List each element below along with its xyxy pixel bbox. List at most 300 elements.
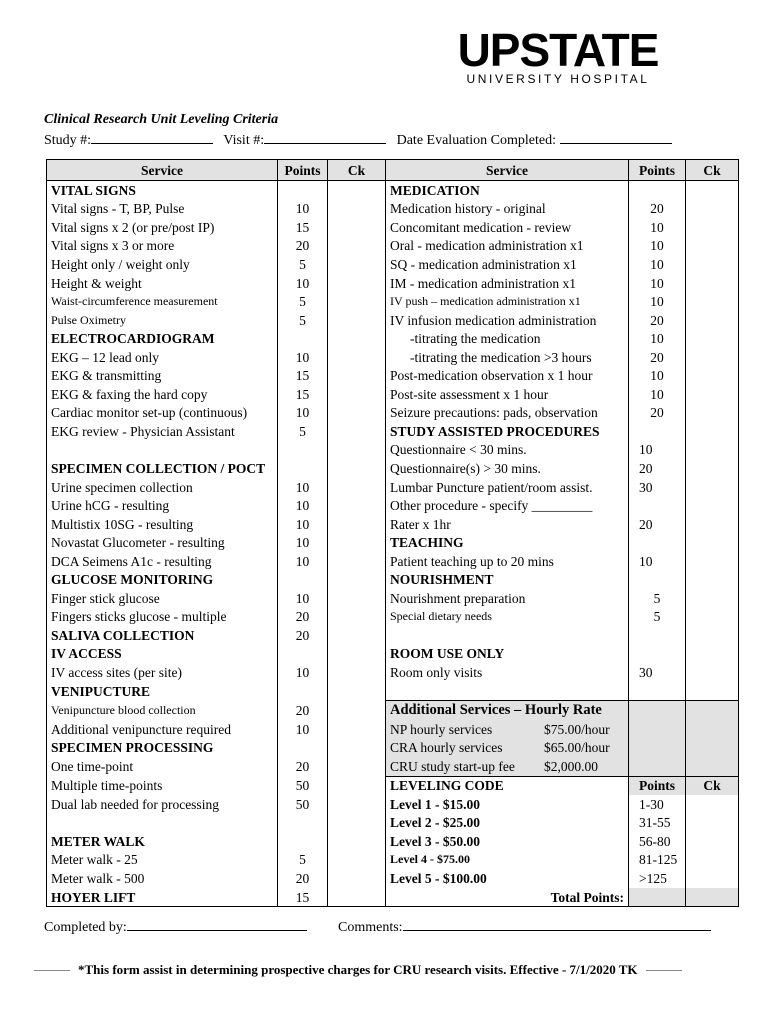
- completed-by-field[interactable]: [127, 918, 307, 931]
- check-cell[interactable]: [686, 366, 739, 385]
- table-row: [47, 237, 739, 256]
- upstate-logo: [442, 26, 674, 86]
- check-cell[interactable]: [328, 385, 386, 404]
- service-cell: MEDICATION: [386, 181, 629, 200]
- points-cell: 5: [278, 422, 328, 441]
- check-cell[interactable]: [328, 329, 386, 348]
- service-cell: [386, 720, 629, 739]
- points-cell: [278, 738, 328, 757]
- check-cell[interactable]: [328, 608, 386, 627]
- header-points: Points: [278, 160, 328, 181]
- points-cell: >125: [629, 869, 686, 888]
- points-cell: 10: [278, 663, 328, 682]
- service-cell: [386, 626, 629, 645]
- table-row: [47, 814, 739, 833]
- table-row: [47, 292, 739, 311]
- study-label: Study #:: [44, 133, 92, 148]
- footer-rule-right: [646, 970, 682, 971]
- service-cell: SPECIMEN COLLECTION / POCT: [47, 459, 278, 478]
- service-cell: Multistix 10SG - resulting: [47, 515, 278, 534]
- service-cell: EKG & transmitting: [47, 366, 278, 385]
- check-cell[interactable]: [686, 589, 739, 608]
- points-cell: 10: [629, 255, 686, 274]
- table-row: [47, 663, 739, 682]
- leveling-criteria-table: [46, 159, 739, 907]
- table-row: [47, 515, 739, 534]
- points-cell: 10: [278, 348, 328, 367]
- service-name: CRU study start-up fee: [390, 758, 515, 774]
- table-row: [47, 329, 739, 348]
- service-cell: ROOM USE ONLY: [386, 645, 629, 664]
- check-cell[interactable]: [686, 608, 739, 627]
- check-cell[interactable]: [686, 311, 739, 330]
- points-cell: 20: [629, 311, 686, 330]
- points-cell: [629, 645, 686, 664]
- service-cell: LEVELING CODE: [386, 776, 629, 795]
- check-cell[interactable]: [686, 218, 739, 237]
- service-cell: Dual lab needed for processing: [47, 795, 278, 814]
- points-cell: [278, 570, 328, 589]
- table-row: [47, 888, 739, 907]
- check-cell[interactable]: [328, 255, 386, 274]
- check-cell[interactable]: [328, 200, 386, 219]
- points-cell: [278, 181, 328, 200]
- points-cell: 20: [278, 608, 328, 627]
- check-cell[interactable]: [328, 422, 386, 441]
- points-cell: 10: [278, 552, 328, 571]
- service-cell: Finger stick glucose: [47, 589, 278, 608]
- table-row: [47, 459, 739, 478]
- check-cell[interactable]: [686, 441, 739, 460]
- service-cell: Urine hCG - resulting: [47, 496, 278, 515]
- points-cell: 10: [278, 720, 328, 739]
- check-cell[interactable]: [686, 888, 739, 907]
- service-cell: HOYER LIFT: [47, 888, 278, 907]
- table-row: [47, 311, 739, 330]
- comments: [338, 918, 711, 936]
- check-cell[interactable]: [328, 795, 386, 814]
- check-cell[interactable]: [686, 292, 739, 311]
- table-row: [47, 682, 739, 701]
- points-cell: 30: [629, 478, 686, 497]
- check-cell[interactable]: [328, 589, 386, 608]
- service-cell: [47, 441, 278, 460]
- table-row: [47, 701, 739, 720]
- service-cell: DCA Seimens A1c - resulting: [47, 552, 278, 571]
- points-cell: [278, 441, 328, 460]
- service-cell: Nourishment preparation: [386, 589, 629, 608]
- points-cell: 20: [629, 200, 686, 219]
- table-row: [47, 348, 739, 367]
- points-cell: 5: [278, 851, 328, 870]
- service-cell: Post-site assessment x 1 hour: [386, 385, 629, 404]
- check-cell[interactable]: [328, 701, 386, 720]
- points-cell: 10: [629, 329, 686, 348]
- points-cell: 5: [278, 311, 328, 330]
- service-cell: [47, 814, 278, 833]
- points-cell: 31-55: [629, 814, 686, 833]
- check-cell[interactable]: [686, 663, 739, 682]
- service-cell: [386, 738, 629, 757]
- points-cell: 5: [629, 589, 686, 608]
- service-cell: SPECIMEN PROCESSING: [47, 738, 278, 757]
- points-cell: 5: [278, 292, 328, 311]
- points-cell: [629, 570, 686, 589]
- check-cell[interactable]: [328, 311, 386, 330]
- table-row: [47, 589, 739, 608]
- points-cell: 10: [629, 366, 686, 385]
- check-cell[interactable]: [686, 552, 739, 571]
- points-cell: [278, 329, 328, 348]
- date-field[interactable]: [560, 131, 672, 144]
- comments-field[interactable]: [403, 918, 711, 931]
- points-cell: 10: [278, 515, 328, 534]
- points-cell: [629, 496, 686, 515]
- study-info-line: [44, 131, 672, 149]
- service-cell: Concomitant medication - review: [386, 218, 629, 237]
- check-cell[interactable]: [686, 720, 739, 739]
- points-cell: 50: [278, 776, 328, 795]
- study-number-field[interactable]: [91, 131, 213, 144]
- service-cell: STUDY ASSISTED PROCEDURES: [386, 422, 629, 441]
- service-cell: Room only visits: [386, 663, 629, 682]
- points-cell: [278, 459, 328, 478]
- service-rate: $75.00/hour: [544, 721, 610, 737]
- points-cell: 15: [278, 888, 328, 907]
- service-cell: Venipuncture blood collection: [47, 701, 278, 720]
- table-row: [47, 478, 739, 497]
- check-cell[interactable]: [328, 682, 386, 701]
- check-cell[interactable]: [328, 869, 386, 888]
- service-cell: Vital signs x 2 (or pre/post IP): [47, 218, 278, 237]
- check-cell[interactable]: [686, 645, 739, 664]
- check-cell[interactable]: [686, 570, 739, 589]
- points-cell: 1-30: [629, 795, 686, 814]
- check-cell[interactable]: [328, 478, 386, 497]
- table-row: [47, 851, 739, 870]
- check-cell[interactable]: [328, 496, 386, 515]
- service-cell: Additional venipuncture required: [47, 720, 278, 739]
- points-cell: 20: [278, 701, 328, 720]
- service-cell: Questionnaire(s) > 30 mins.: [386, 459, 629, 478]
- service-cell: VITAL SIGNS: [47, 181, 278, 200]
- table-row: [47, 720, 739, 739]
- points-cell: 20: [278, 757, 328, 776]
- check-cell[interactable]: [686, 757, 739, 776]
- check-cell[interactable]: [328, 441, 386, 460]
- check-cell[interactable]: [686, 814, 739, 833]
- table-row: [47, 274, 739, 293]
- check-cell[interactable]: [686, 515, 739, 534]
- check-cell[interactable]: [328, 888, 386, 907]
- check-cell[interactable]: [328, 851, 386, 870]
- service-cell: SALIVA COLLECTION: [47, 626, 278, 645]
- check-cell[interactable]: [686, 459, 739, 478]
- points-cell: 5: [629, 608, 686, 627]
- points-cell: 10: [629, 441, 686, 460]
- service-cell: Cardiac monitor set-up (continuous): [47, 404, 278, 423]
- check-cell[interactable]: [686, 496, 739, 515]
- points-cell: [629, 738, 686, 757]
- points-cell: [629, 181, 686, 200]
- points-cell: 10: [278, 533, 328, 552]
- points-cell: 30: [629, 663, 686, 682]
- check-cell[interactable]: Ck: [686, 776, 739, 795]
- check-cell[interactable]: [328, 348, 386, 367]
- service-cell: Questionnaire < 30 mins.: [386, 441, 629, 460]
- completed-label: Completed by:: [44, 920, 127, 935]
- check-cell[interactable]: [686, 255, 739, 274]
- points-cell: 10: [278, 589, 328, 608]
- table-row: [47, 795, 739, 814]
- service-cell: Vital signs - T, BP, Pulse: [47, 200, 278, 219]
- check-cell[interactable]: [686, 348, 739, 367]
- service-cell: Level 3 - $50.00: [386, 832, 629, 851]
- table-row: [47, 570, 739, 589]
- check-cell[interactable]: [686, 274, 739, 293]
- table-row: [47, 533, 739, 552]
- header-service: Service: [386, 160, 629, 181]
- check-cell[interactable]: [328, 181, 386, 200]
- service-cell: Multiple time-points: [47, 776, 278, 795]
- table-row: [47, 255, 739, 274]
- check-cell[interactable]: [686, 832, 739, 851]
- points-cell: 81-125: [629, 851, 686, 870]
- service-cell: VENIPUCTURE: [47, 682, 278, 701]
- service-name: NP hourly services: [390, 721, 493, 737]
- points-cell: 10: [629, 552, 686, 571]
- logo-subtitle: UNIVERSITY HOSPITAL: [466, 72, 650, 86]
- check-cell[interactable]: [686, 181, 739, 200]
- points-cell: 20: [278, 869, 328, 888]
- total-points-cell: [629, 888, 686, 907]
- check-cell[interactable]: [328, 292, 386, 311]
- service-cell: Rater x 1hr: [386, 515, 629, 534]
- table-header-row: [47, 160, 739, 181]
- points-cell: [278, 814, 328, 833]
- points-cell: 20: [629, 515, 686, 534]
- points-cell: 10: [278, 404, 328, 423]
- service-rate: $65.00/hour: [544, 740, 610, 756]
- points-cell: 5: [278, 255, 328, 274]
- check-cell[interactable]: [328, 738, 386, 757]
- service-cell: Novastat Glucometer - resulting: [47, 533, 278, 552]
- service-cell: Additional Services – Hourly Rate: [386, 701, 629, 720]
- check-cell[interactable]: [328, 776, 386, 795]
- check-cell[interactable]: [328, 570, 386, 589]
- check-cell[interactable]: [328, 626, 386, 645]
- check-cell[interactable]: [686, 422, 739, 441]
- points-cell: 20: [278, 237, 328, 256]
- service-cell: Waist-circumference measurement: [47, 292, 278, 311]
- points-cell: 20: [278, 626, 328, 645]
- service-cell: Urine specimen collection: [47, 478, 278, 497]
- check-cell[interactable]: [328, 274, 386, 293]
- table-row: [47, 738, 739, 757]
- points-cell: Points: [629, 776, 686, 795]
- table-row: [47, 776, 739, 795]
- check-cell[interactable]: [328, 663, 386, 682]
- service-cell: [386, 757, 629, 776]
- check-cell[interactable]: [686, 533, 739, 552]
- points-cell: 15: [278, 385, 328, 404]
- footer-note: *This form assist in determining prospective charges for CRU research visits. Effective - 7/1/2020 TK: [78, 962, 638, 977]
- points-cell: [629, 701, 686, 720]
- service-cell: Height only / weight only: [47, 255, 278, 274]
- check-cell[interactable]: [686, 626, 739, 645]
- form-title: Clinical Research Unit Leveling Criteria: [44, 112, 279, 127]
- service-cell: Lumbar Puncture patient/room assist.: [386, 478, 629, 497]
- table-row: [47, 366, 739, 385]
- service-cell: -titrating the medication >3 hours: [386, 348, 629, 367]
- points-cell: 10: [278, 274, 328, 293]
- service-cell: Medication history - original: [386, 200, 629, 219]
- service-cell: Patient teaching up to 20 mins: [386, 552, 629, 571]
- points-cell: 10: [278, 496, 328, 515]
- visit-number-field[interactable]: [264, 131, 386, 144]
- service-cell: SQ - medication administration x1: [386, 255, 629, 274]
- check-cell[interactable]: [686, 237, 739, 256]
- check-cell[interactable]: [686, 851, 739, 870]
- service-cell: Level 1 - $15.00: [386, 795, 629, 814]
- points-cell: [629, 682, 686, 701]
- points-cell: 50: [278, 795, 328, 814]
- footer: [34, 962, 734, 978]
- points-cell: [278, 682, 328, 701]
- service-cell: Seizure precautions: pads, observation: [386, 404, 629, 423]
- check-cell[interactable]: [686, 795, 739, 814]
- points-cell: 15: [278, 366, 328, 385]
- points-cell: 10: [629, 274, 686, 293]
- service-cell: One time-point: [47, 757, 278, 776]
- check-cell[interactable]: [686, 682, 739, 701]
- table-row: [47, 608, 739, 627]
- header-points: Points: [629, 160, 686, 181]
- check-cell[interactable]: [328, 720, 386, 739]
- service-cell: Height & weight: [47, 274, 278, 293]
- check-cell[interactable]: [686, 385, 739, 404]
- logo-name: UPSTATE: [457, 24, 659, 76]
- table-row: [47, 645, 739, 664]
- table-row: [47, 422, 739, 441]
- header-ck: Ck: [328, 160, 386, 181]
- comments-label: Comments:: [338, 920, 403, 935]
- table-row: [47, 181, 739, 200]
- check-cell[interactable]: [328, 832, 386, 851]
- service-rate: $2,000.00: [544, 758, 598, 774]
- service-cell: Pulse Oximetry: [47, 311, 278, 330]
- service-cell: Meter walk - 25: [47, 851, 278, 870]
- service-cell: Post-medication observation x 1 hour: [386, 366, 629, 385]
- service-cell: IV ACCESS: [47, 645, 278, 664]
- service-cell: IV infusion medication administration: [386, 311, 629, 330]
- service-cell: Vital signs x 3 or more: [47, 237, 278, 256]
- service-cell: ELECTROCARDIOGRAM: [47, 329, 278, 348]
- points-cell: [629, 422, 686, 441]
- check-cell[interactable]: [328, 533, 386, 552]
- points-cell: [629, 626, 686, 645]
- check-cell[interactable]: [686, 329, 739, 348]
- completed-by: [44, 918, 307, 936]
- footer-rule-left: [34, 970, 70, 971]
- table-row: [47, 552, 739, 571]
- table-row: [47, 441, 739, 460]
- points-cell: [278, 645, 328, 664]
- service-cell: EKG – 12 lead only: [47, 348, 278, 367]
- check-cell[interactable]: [686, 738, 739, 757]
- points-cell: [629, 757, 686, 776]
- points-cell: 20: [629, 404, 686, 423]
- points-cell: [629, 720, 686, 739]
- points-cell: 20: [629, 459, 686, 478]
- check-cell[interactable]: [328, 552, 386, 571]
- service-name: CRA hourly services: [390, 740, 503, 756]
- check-cell[interactable]: [328, 366, 386, 385]
- service-cell: IV access sites (per site): [47, 663, 278, 682]
- service-cell: Fingers sticks glucose - multiple: [47, 608, 278, 627]
- table-row: [47, 218, 739, 237]
- table-row: [47, 200, 739, 219]
- service-cell: EKG & faxing the hard copy: [47, 385, 278, 404]
- service-cell: Level 5 - $100.00: [386, 869, 629, 888]
- check-cell[interactable]: [328, 237, 386, 256]
- table-row: [47, 626, 739, 645]
- service-cell: TEACHING: [386, 533, 629, 552]
- service-cell: Level 2 - $25.00: [386, 814, 629, 833]
- points-cell: 10: [278, 478, 328, 497]
- check-cell[interactable]: [686, 701, 739, 720]
- table-row: [47, 404, 739, 423]
- service-cell: METER WALK: [47, 832, 278, 851]
- service-cell: Special dietary needs: [386, 608, 629, 627]
- check-cell[interactable]: [328, 757, 386, 776]
- total-points-label: Total Points:: [386, 888, 629, 907]
- check-cell[interactable]: [686, 200, 739, 219]
- points-cell: [629, 533, 686, 552]
- date-label: Date Evaluation Completed:: [396, 133, 557, 148]
- service-cell: IM - medication administration x1: [386, 274, 629, 293]
- service-cell: Other procedure - specify _________: [386, 496, 629, 515]
- points-cell: 10: [629, 292, 686, 311]
- points-cell: 10: [629, 218, 686, 237]
- service-cell: Meter walk - 500: [47, 869, 278, 888]
- check-cell[interactable]: [328, 218, 386, 237]
- service-cell: GLUCOSE MONITORING: [47, 570, 278, 589]
- table-row: [47, 757, 739, 776]
- visit-label: Visit #:: [223, 133, 265, 148]
- check-cell[interactable]: [328, 459, 386, 478]
- check-cell[interactable]: [686, 404, 739, 423]
- points-cell: 10: [278, 200, 328, 219]
- table-row: [47, 869, 739, 888]
- check-cell[interactable]: [328, 645, 386, 664]
- service-cell: EKG review - Physician Assistant: [47, 422, 278, 441]
- points-cell: 56-80: [629, 832, 686, 851]
- check-cell[interactable]: [328, 515, 386, 534]
- service-cell: [386, 682, 629, 701]
- check-cell[interactable]: [686, 478, 739, 497]
- check-cell[interactable]: [686, 869, 739, 888]
- points-cell: [278, 832, 328, 851]
- check-cell[interactable]: [328, 814, 386, 833]
- table-row: [47, 385, 739, 404]
- service-cell: IV push – medication administration x1: [386, 292, 629, 311]
- points-cell: 15: [278, 218, 328, 237]
- table-row: [47, 832, 739, 851]
- table-row: [47, 496, 739, 515]
- points-cell: 20: [629, 348, 686, 367]
- check-cell[interactable]: [328, 404, 386, 423]
